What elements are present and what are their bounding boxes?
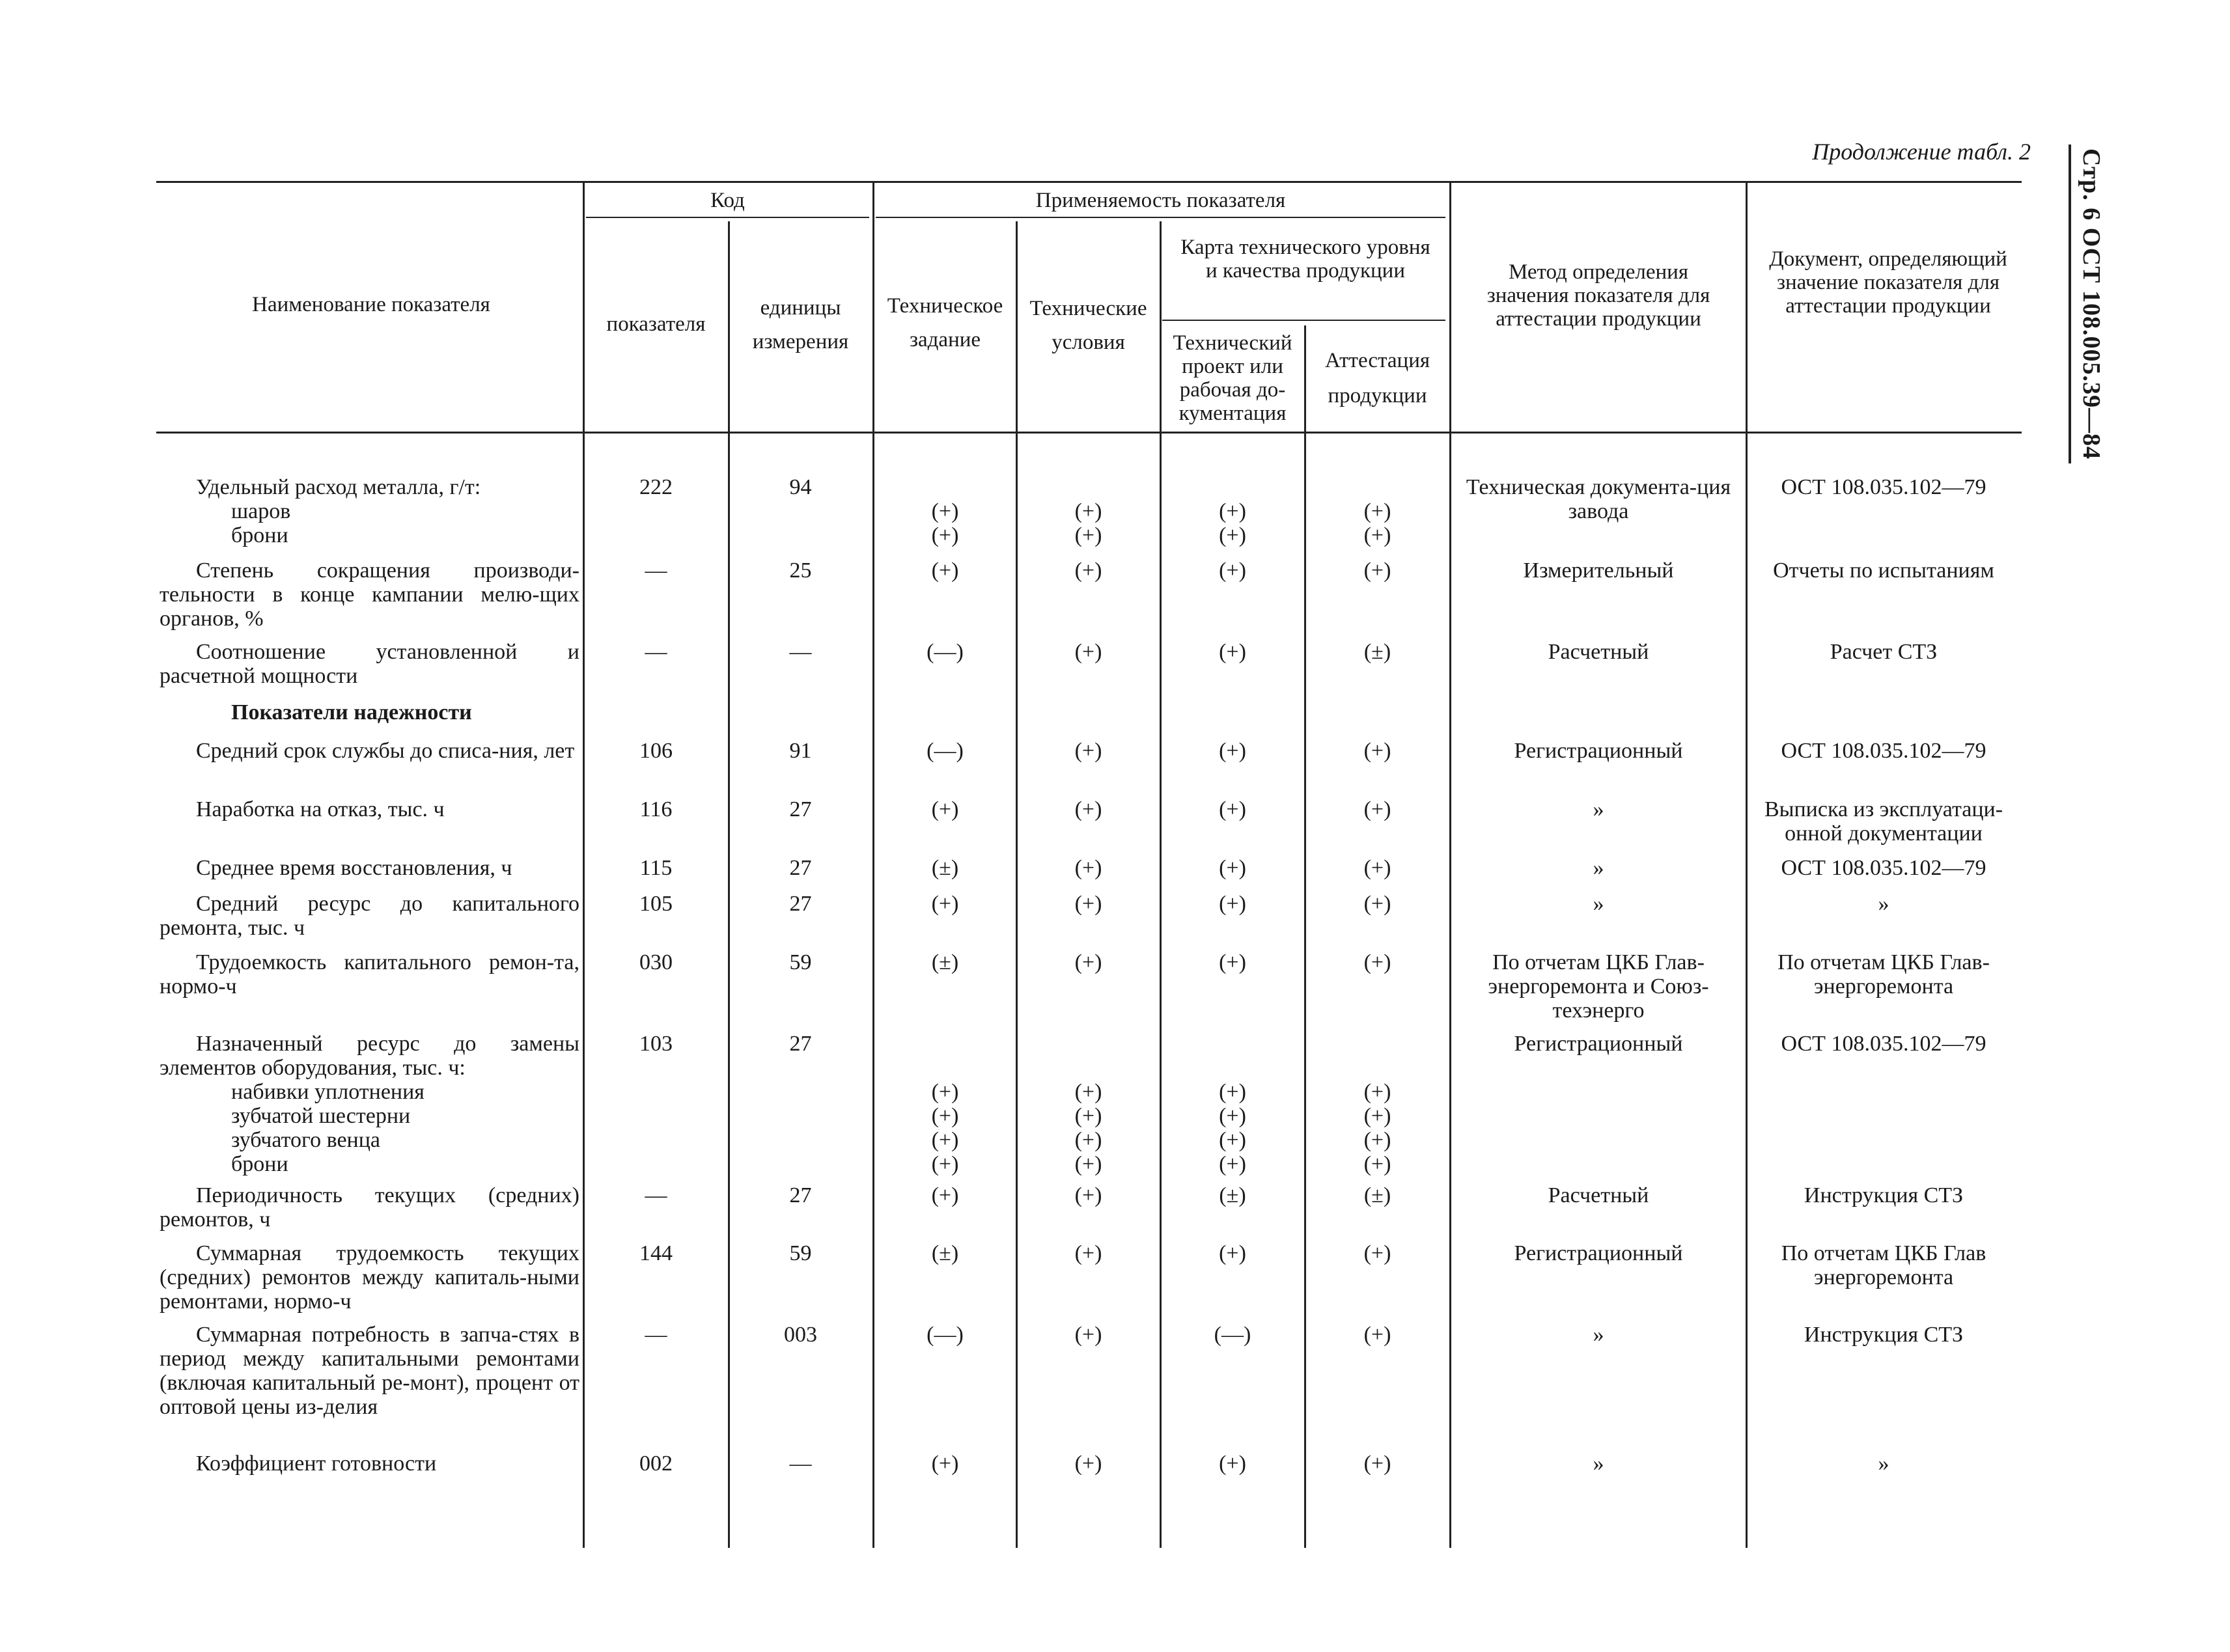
- method-cell: Расчетный: [1548, 1183, 1649, 1207]
- applicability-mark-stack: [1019, 1080, 1158, 1176]
- indicator-code: 030: [639, 950, 673, 974]
- header-technical-task-line-2: задание: [909, 328, 981, 351]
- indicator-sub-item: брони: [231, 523, 288, 547]
- applicability-mark: (+): [931, 1104, 959, 1128]
- document-cell: Инструкция СТЗ: [1804, 1183, 1964, 1207]
- header-project-docs: [1163, 331, 1302, 425]
- applicability-mark: (±): [1219, 1183, 1246, 1207]
- indicator-name-text: Среднее время восстановления, ч: [196, 856, 512, 880]
- applicability-mark: (+): [1219, 499, 1246, 523]
- header-name: Наименование показателя: [252, 293, 490, 316]
- indicator-name: [160, 739, 579, 763]
- code-group-rule: [586, 217, 869, 218]
- header-applicability-group: Применяемость показателя: [1035, 189, 1286, 212]
- indicator-code: 002: [639, 1452, 673, 1476]
- indicator-code: 115: [639, 856, 673, 880]
- applicability-mark: (+): [1219, 1452, 1246, 1476]
- side-vertical-rule: [2069, 145, 2071, 463]
- header-code-unit-line-1: единицы: [760, 296, 841, 320]
- applicability-mark: (+): [1074, 1080, 1102, 1104]
- header-project-docs-line-3: рабочая до-: [1179, 378, 1286, 402]
- indicator-name-text: Суммарная трудоемкость текущих (средних) ремонтов между капиталь-ными ремонтами, нормо-ч: [160, 1241, 579, 1314]
- header-project-docs-line-1: Технический: [1173, 331, 1292, 355]
- indicator-name: [160, 1032, 579, 1176]
- document-cell: Расчет СТЗ: [1830, 640, 1938, 664]
- indicator-name-text: Суммарная потребность в запча-стях в период между капитальными ремонтами (включая капитальный ре-монт), процент от оптовой цены из-делия: [160, 1323, 579, 1419]
- method-cell: »: [1593, 892, 1604, 916]
- table-top-rule: [156, 181, 2022, 183]
- unit-code: 27: [789, 1032, 812, 1056]
- indicator-sub-item: зубчатого венца: [231, 1128, 381, 1152]
- applicability-group-rule: [876, 217, 1445, 218]
- applicability-mark: (+): [1219, 1241, 1246, 1265]
- applicability-mark: (+): [1363, 1452, 1391, 1476]
- applicability-mark: (+): [1074, 797, 1102, 821]
- applicability-mark: (+): [1219, 523, 1246, 547]
- applicability-mark: (—): [927, 1323, 964, 1347]
- document-cell: »: [1878, 1452, 1889, 1476]
- applicability-mark: (+): [931, 1452, 959, 1476]
- header-attestation-line-1: Аттестация: [1324, 349, 1430, 372]
- applicability-mark: (+): [931, 499, 959, 523]
- section-title: Показатели надежности: [231, 700, 472, 724]
- col-divider-7: [1449, 182, 1451, 1548]
- applicability-mark: (+): [931, 1080, 959, 1104]
- applicability-mark: (+): [1074, 558, 1102, 583]
- applicability-mark-stack: [876, 1080, 1014, 1176]
- col-divider-8: [1746, 182, 1748, 1548]
- indicator-code: —: [645, 558, 667, 583]
- col-divider-2: [728, 221, 730, 1548]
- method-cell: Регистрационный: [1514, 1241, 1683, 1265]
- applicability-mark: (+): [1363, 797, 1391, 821]
- applicability-mark: (+): [1363, 1152, 1391, 1176]
- applicability-mark: (+): [1363, 739, 1391, 763]
- document-cell: ОСТ 108.035.102—79: [1781, 475, 1986, 499]
- applicability-mark: (+): [1074, 640, 1102, 664]
- applicability-mark: (+): [1363, 856, 1391, 880]
- applicability-mark: (+): [931, 558, 959, 583]
- indicator-name-text: Назначенный ресурс до замены элементов оборудования, тыс. ч:: [160, 1032, 579, 1080]
- indicator-name-text: Периодичность текущих (средних) ремонтов, ч: [160, 1183, 579, 1232]
- applicability-mark: (+): [1219, 797, 1246, 821]
- applicability-mark: (+): [931, 1128, 959, 1152]
- document-cell: Выписка из эксплуатаци-онной документации: [1764, 797, 2003, 846]
- header-method: Метод определения значения показателя для аттестации продукции: [1486, 260, 1710, 331]
- indicator-name: [160, 1241, 579, 1314]
- method-cell: По отчетам ЦКБ Глав-энергоремонта и Союз-техэнерго: [1488, 950, 1709, 1023]
- unit-code: 003: [784, 1323, 817, 1347]
- indicator-sub-item: брони: [231, 1152, 288, 1176]
- applicability-mark: (+): [1219, 892, 1246, 916]
- applicability-mark: (—): [927, 739, 964, 763]
- indicator-sub-item: набивки уплотнения: [231, 1080, 425, 1104]
- indicator-code: 105: [639, 892, 673, 916]
- indicator-name: [160, 797, 579, 821]
- col-divider-1: [583, 182, 585, 1548]
- applicability-mark: (+): [1074, 1183, 1102, 1207]
- document-cell: »: [1878, 892, 1889, 916]
- applicability-mark: (+): [1219, 950, 1246, 974]
- applicability-mark: (+): [1074, 499, 1102, 523]
- document-cell: ОСТ 108.035.102—79: [1781, 856, 1986, 880]
- indicator-name-text: Коэффициент готовности: [196, 1452, 437, 1476]
- applicability-mark: (±): [931, 950, 959, 974]
- card-group-rule: [1162, 320, 1445, 321]
- applicability-mark: (+): [1363, 1323, 1391, 1347]
- header-technical-task: [876, 294, 1014, 351]
- applicability-mark: (+): [1363, 558, 1391, 583]
- unit-code: 59: [789, 1241, 812, 1265]
- applicability-mark-stack: [1163, 1080, 1302, 1176]
- applicability-mark: (—): [1214, 1323, 1251, 1347]
- applicability-mark: (+): [1074, 1452, 1102, 1476]
- document-cell: ОСТ 108.035.102—79: [1781, 1032, 1986, 1056]
- applicability-mark: (+): [931, 523, 959, 547]
- indicator-name: [160, 892, 579, 940]
- header-technical-conditions-line-1: Технические: [1029, 297, 1147, 320]
- applicability-mark: (—): [927, 640, 964, 664]
- indicator-code: —: [645, 1323, 667, 1347]
- applicability-mark: (+): [1363, 892, 1391, 916]
- unit-code: 27: [789, 892, 812, 916]
- indicator-name-text: Средний ресурс до капитального ремонта, тыс. ч: [160, 892, 579, 940]
- applicability-mark: (+): [1363, 1104, 1391, 1128]
- method-cell: »: [1593, 856, 1604, 880]
- unit-code: 27: [789, 856, 812, 880]
- col-divider-3: [872, 182, 874, 1548]
- applicability-mark: (+): [1074, 1104, 1102, 1128]
- applicability-mark: (+): [1219, 1104, 1246, 1128]
- header-document: Документ, определяющий значение показателя для аттестации продукции: [1769, 247, 2007, 318]
- header-card-group: Карта технического уровня и качества продукции: [1180, 236, 1430, 282]
- applicability-mark-stack: [876, 499, 1014, 547]
- applicability-mark: (+): [1219, 558, 1246, 583]
- applicability-mark: (+): [1219, 640, 1246, 664]
- indicator-name-text: Средний срок службы до списа-ния, лет: [196, 739, 575, 763]
- indicator-sub-item: зубчатой шестерни: [231, 1104, 411, 1128]
- col-divider-5: [1160, 221, 1162, 1548]
- unit-code: 91: [789, 739, 812, 763]
- applicability-mark: (+): [1219, 1128, 1246, 1152]
- applicability-mark: (+): [1074, 523, 1102, 547]
- method-cell: Измерительный: [1523, 558, 1674, 583]
- applicability-mark: (+): [1074, 1323, 1102, 1347]
- indicator-name: [160, 475, 579, 547]
- applicability-mark: (+): [931, 1152, 959, 1176]
- indicator-name-text: Наработка на отказ, тыс. ч: [196, 797, 445, 821]
- unit-code: 25: [789, 558, 812, 583]
- method-cell: »: [1593, 1452, 1604, 1476]
- applicability-mark: (+): [931, 1183, 959, 1207]
- method-cell: »: [1593, 797, 1604, 821]
- applicability-mark-stack: [1163, 499, 1302, 547]
- applicability-mark: (+): [1074, 1152, 1102, 1176]
- applicability-mark: (+): [1363, 1128, 1391, 1152]
- indicator-sub-item: шаров: [231, 499, 291, 523]
- applicability-mark: (+): [1219, 739, 1246, 763]
- indicator-code: 116: [639, 797, 673, 821]
- applicability-mark: (+): [1363, 1080, 1391, 1104]
- indicator-code: 222: [639, 475, 673, 499]
- unit-code: 27: [789, 1183, 812, 1207]
- applicability-mark: (+): [1074, 739, 1102, 763]
- indicator-name-text: Удельный расход металла, г/т:: [196, 475, 481, 499]
- applicability-mark: (+): [931, 892, 959, 916]
- indicator-name-text: Трудоемкость капитального ремон-та, нормо-ч: [160, 950, 579, 998]
- header-technical-conditions: [1019, 297, 1158, 354]
- header-technical-task-line-1: Техническое: [887, 294, 1003, 318]
- unit-code: 94: [789, 475, 812, 499]
- indicator-name: [160, 1452, 579, 1476]
- indicator-code: 106: [639, 739, 673, 763]
- applicability-mark: (±): [1363, 1183, 1391, 1207]
- applicability-mark-stack: [1019, 499, 1158, 547]
- col-divider-6: [1304, 325, 1306, 1548]
- header-project-docs-line-4: кументация: [1178, 402, 1287, 425]
- header-attestation: [1307, 349, 1447, 407]
- applicability-mark-stack: [1307, 499, 1447, 547]
- header-technical-conditions-line-2: условия: [1052, 331, 1125, 354]
- header-project-docs-line-2: проект или: [1182, 355, 1283, 378]
- header-code-indicator: показателя: [606, 312, 706, 336]
- unit-code: —: [789, 640, 812, 664]
- document-cell: ОСТ 108.035.102—79: [1781, 739, 1986, 763]
- document-cell: По отчетам ЦКБ Глав-энергоремонта: [1777, 950, 1990, 998]
- method-cell: Расчетный: [1548, 640, 1649, 664]
- indicator-code: 144: [639, 1241, 673, 1265]
- applicability-mark: (±): [1363, 640, 1391, 664]
- method-cell: Регистрационный: [1514, 739, 1683, 763]
- indicator-name: [160, 1323, 579, 1419]
- applicability-mark: (+): [1363, 499, 1391, 523]
- method-cell: Техническая документа-ция завода: [1466, 475, 1731, 523]
- continuation-caption: Продолжение табл. 2: [1812, 139, 2031, 165]
- indicator-name: [160, 558, 579, 631]
- applicability-mark: (+): [1363, 1241, 1391, 1265]
- applicability-mark: (+): [1363, 523, 1391, 547]
- indicator-code: 103: [639, 1032, 673, 1056]
- document-cell: Инструкция СТЗ: [1804, 1323, 1964, 1347]
- indicator-name: [160, 1183, 579, 1232]
- header-attestation-line-2: продукции: [1328, 384, 1427, 407]
- applicability-mark: (±): [931, 1241, 959, 1265]
- applicability-mark: (+): [1074, 1128, 1102, 1152]
- indicator-code: —: [645, 640, 667, 664]
- applicability-mark: (+): [1074, 1241, 1102, 1265]
- col-divider-4: [1016, 221, 1018, 1548]
- applicability-mark: (+): [931, 797, 959, 821]
- applicability-mark: (+): [1363, 950, 1391, 974]
- indicator-name: [160, 950, 579, 998]
- header-code-group: Код: [710, 189, 745, 212]
- indicator-name-text: Соотношение установленной и расчетной мощности: [160, 640, 579, 688]
- indicator-name-text: Степень сокращения производи-тельности в конце кампании мелю-щих органов, %: [160, 558, 579, 631]
- indicator-name: [160, 856, 579, 880]
- header-code-unit-line-2: измерения: [752, 330, 849, 353]
- header-bottom-rule: [156, 432, 2022, 434]
- unit-code: 27: [789, 797, 812, 821]
- applicability-mark-stack: [1307, 1080, 1447, 1176]
- applicability-mark: (+): [1219, 1080, 1246, 1104]
- applicability-mark: (+): [1219, 1152, 1246, 1176]
- applicability-mark: (+): [1074, 892, 1102, 916]
- header-code-unit: [731, 296, 871, 353]
- method-cell: »: [1593, 1323, 1604, 1347]
- unit-code: 59: [789, 950, 812, 974]
- document-cell: По отчетам ЦКБ Глав энергоремонта: [1781, 1241, 1986, 1289]
- applicability-mark: (+): [1074, 856, 1102, 880]
- indicator-name: [160, 640, 579, 688]
- side-standard-label: Стр. 6 ОСТ 108.005.39—84: [2078, 148, 2105, 460]
- applicability-mark: (+): [1219, 856, 1246, 880]
- indicator-code: —: [645, 1183, 667, 1207]
- applicability-mark: (+): [1074, 950, 1102, 974]
- unit-code: —: [789, 1452, 812, 1476]
- applicability-mark: (±): [931, 856, 959, 880]
- method-cell: Регистрационный: [1514, 1032, 1683, 1056]
- document-cell: Отчеты по испытаниям: [1773, 558, 1994, 583]
